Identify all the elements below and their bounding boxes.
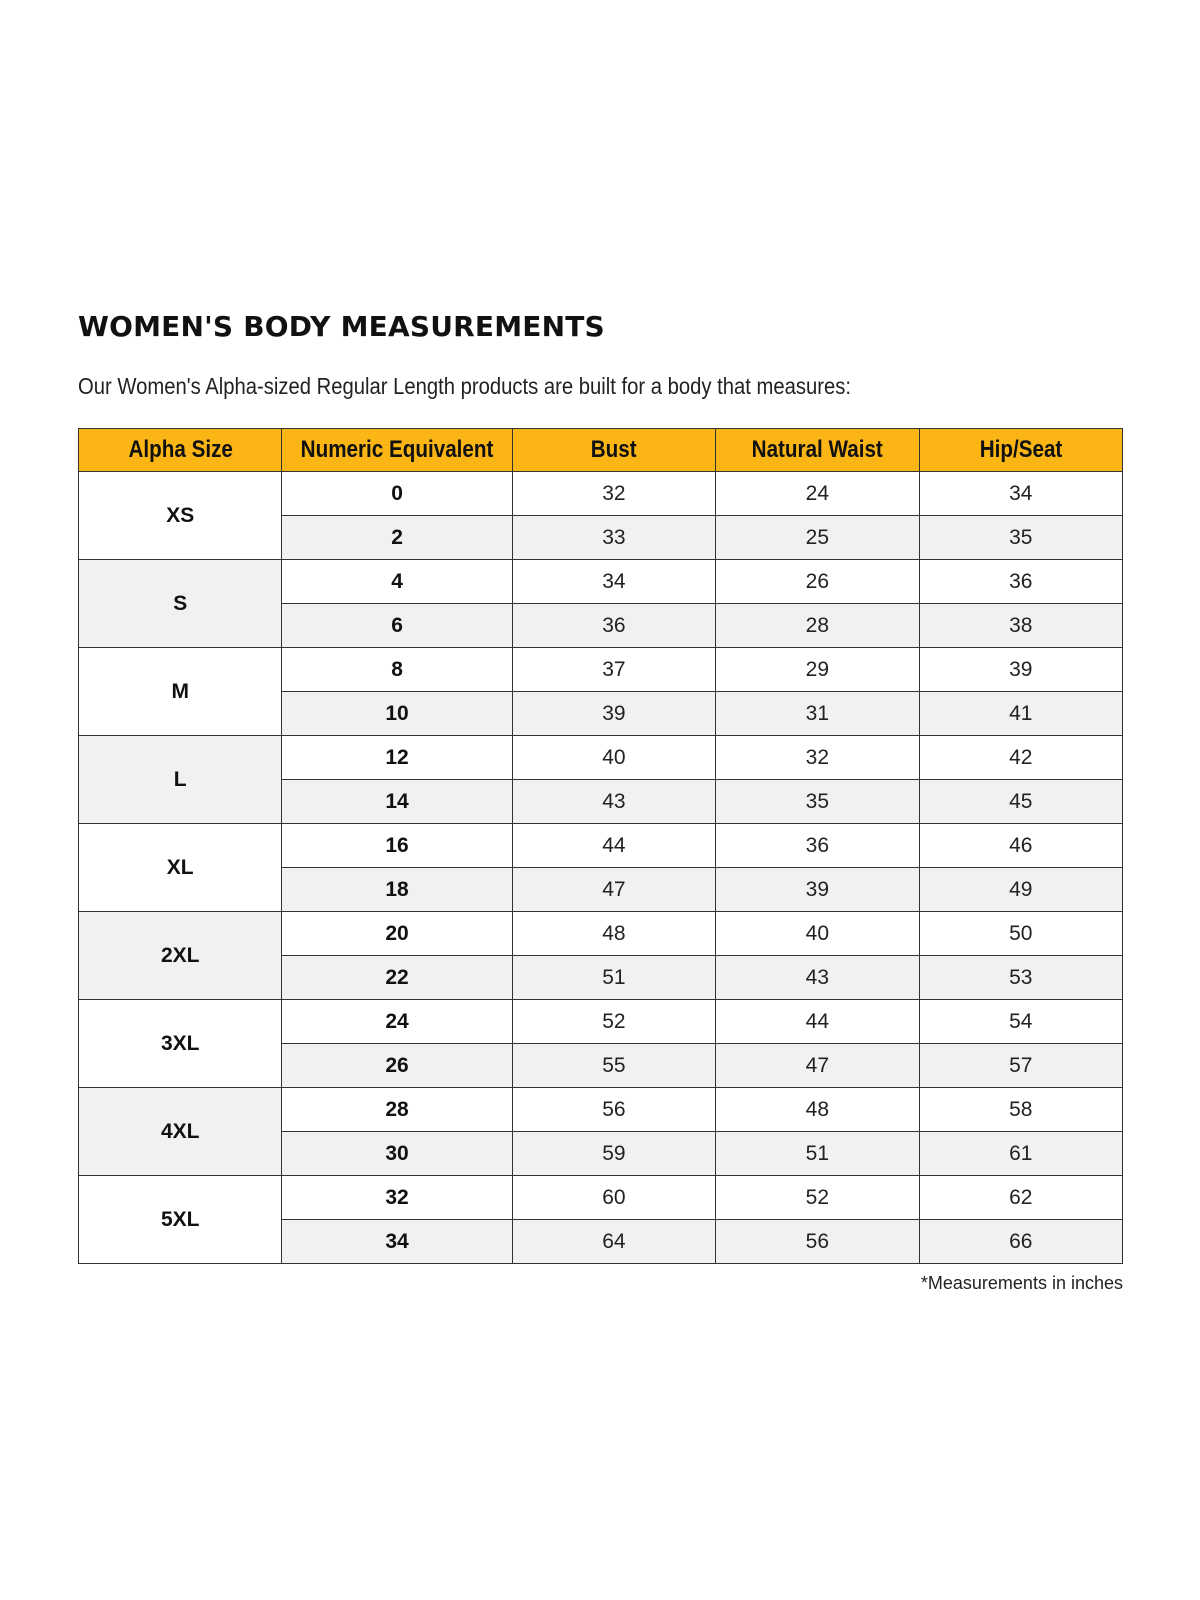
alpha-size-cell: XS [79,472,282,560]
waist-cell: 24 [716,472,919,516]
numeric-cell: 6 [282,604,512,648]
numeric-cell: 28 [282,1088,512,1132]
header-alpha-size-label: Alpha Size [128,436,233,463]
alpha-size-cell: 3XL [79,1000,282,1088]
bust-cell: 44 [512,824,715,868]
numeric-cell: 16 [282,824,512,868]
hip-cell: 62 [919,1176,1122,1220]
bust-cell: 51 [512,956,715,1000]
header-bust-label: Bust [590,436,637,463]
alpha-size-cell: S [79,560,282,648]
size-chart-table [78,428,1123,1264]
waist-cell: 28 [716,604,919,648]
table-row [79,736,1123,780]
waist-cell: 44 [716,1000,919,1044]
hip-cell: 45 [919,780,1122,824]
bust-cell: 40 [512,736,715,780]
bust-cell: 32 [512,472,715,516]
bust-cell: 47 [512,868,715,912]
bust-cell: 43 [512,780,715,824]
hip-cell: 58 [919,1088,1122,1132]
bust-cell: 34 [512,560,715,604]
table-row [79,560,1123,604]
hip-cell: 49 [919,868,1122,912]
table-row [79,648,1123,692]
hip-cell: 66 [919,1220,1122,1264]
waist-cell: 56 [716,1220,919,1264]
numeric-cell: 30 [282,1132,512,1176]
hip-cell: 35 [919,516,1122,560]
numeric-cell: 14 [282,780,512,824]
hip-cell: 57 [919,1044,1122,1088]
table-row [79,472,1123,516]
hip-cell: 41 [919,692,1122,736]
header-alpha-size [79,429,282,472]
table-row [79,824,1123,868]
header-bust [512,429,715,472]
measurement-unit-footnote: *Measurements in inches [920,1273,1123,1293]
page-title: WOMEN'S BODY MEASUREMENTS [78,310,605,343]
waist-cell: 31 [716,692,919,736]
alpha-size-cell: 5XL [79,1176,282,1264]
waist-cell: 39 [716,868,919,912]
waist-cell: 25 [716,516,919,560]
table-header [79,429,1123,472]
hip-cell: 39 [919,648,1122,692]
waist-cell: 48 [716,1088,919,1132]
numeric-cell: 0 [282,472,512,516]
bust-cell: 52 [512,1000,715,1044]
numeric-cell: 2 [282,516,512,560]
waist-cell: 51 [716,1132,919,1176]
numeric-cell: 4 [282,560,512,604]
numeric-cell: 20 [282,912,512,956]
bust-cell: 39 [512,692,715,736]
header-natural-waist-label: Natural Waist [751,436,883,463]
waist-cell: 40 [716,912,919,956]
header-row [79,429,1123,472]
numeric-cell: 34 [282,1220,512,1264]
header-numeric-equivalent-label: Numeric Equivalent [300,436,494,463]
hip-cell: 61 [919,1132,1122,1176]
page-subtitle: Our Women's Alpha-sized Regular Length products are built for a body that measures: [78,373,852,399]
numeric-cell: 22 [282,956,512,1000]
alpha-size-cell: 2XL [79,912,282,1000]
alpha-size-cell: L [79,736,282,824]
waist-cell: 32 [716,736,919,780]
hip-cell: 50 [919,912,1122,956]
waist-cell: 52 [716,1176,919,1220]
hip-cell: 54 [919,1000,1122,1044]
bust-cell: 64 [512,1220,715,1264]
bust-cell: 59 [512,1132,715,1176]
numeric-cell: 32 [282,1176,512,1220]
table-row [79,1176,1123,1220]
table-row [79,1000,1123,1044]
numeric-cell: 26 [282,1044,512,1088]
numeric-cell: 24 [282,1000,512,1044]
header-hip-seat-label: Hip/Seat [979,436,1063,463]
numeric-cell: 8 [282,648,512,692]
hip-cell: 42 [919,736,1122,780]
header-hip-seat [919,429,1122,472]
waist-cell: 47 [716,1044,919,1088]
numeric-cell: 10 [282,692,512,736]
waist-cell: 26 [716,560,919,604]
table-row [79,1088,1123,1132]
hip-cell: 34 [919,472,1122,516]
numeric-cell: 12 [282,736,512,780]
alpha-size-cell: M [79,648,282,736]
bust-cell: 56 [512,1088,715,1132]
alpha-size-cell: XL [79,824,282,912]
waist-cell: 35 [716,780,919,824]
bust-cell: 36 [512,604,715,648]
hip-cell: 38 [919,604,1122,648]
numeric-cell: 18 [282,868,512,912]
hip-cell: 36 [919,560,1122,604]
hip-cell: 53 [919,956,1122,1000]
table-row [79,912,1123,956]
bust-cell: 48 [512,912,715,956]
header-numeric-equivalent [282,429,512,472]
alpha-size-cell: 4XL [79,1088,282,1176]
waist-cell: 36 [716,824,919,868]
bust-cell: 55 [512,1044,715,1088]
bust-cell: 33 [512,516,715,560]
bust-cell: 60 [512,1176,715,1220]
header-natural-waist [716,429,919,472]
bust-cell: 37 [512,648,715,692]
waist-cell: 29 [716,648,919,692]
waist-cell: 43 [716,956,919,1000]
table-body [79,472,1123,1264]
hip-cell: 46 [919,824,1122,868]
